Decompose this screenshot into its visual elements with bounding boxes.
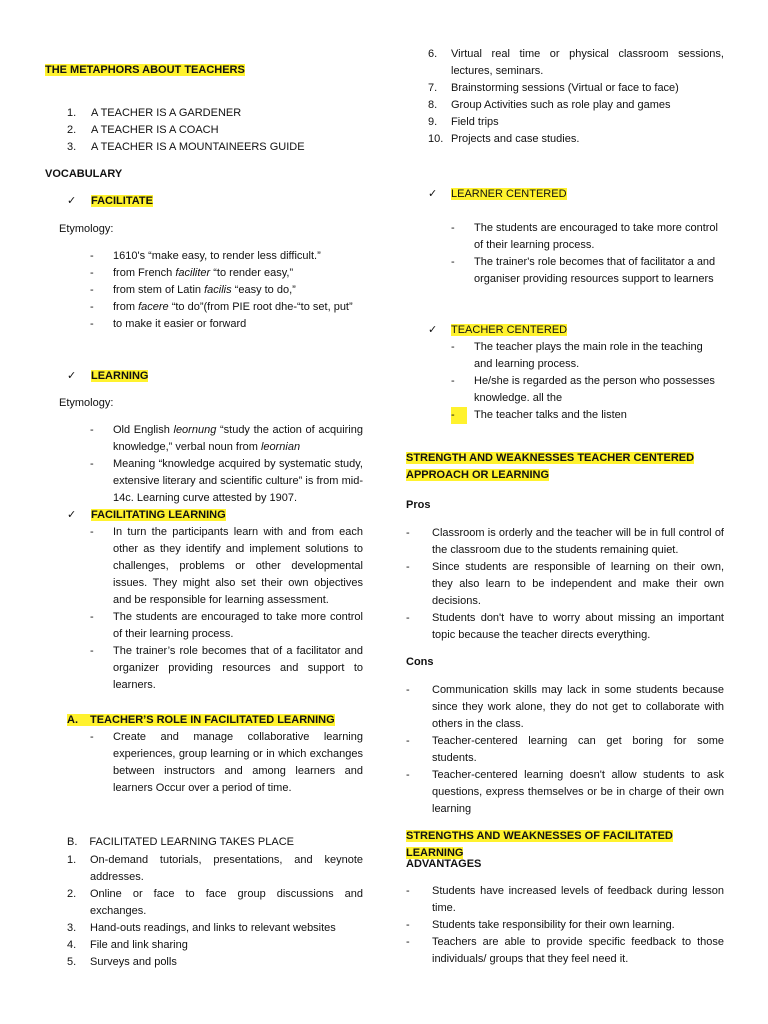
list-item: - The teacher plays the main role in the teaching and learning process. <box>451 341 703 370</box>
list-item: - Classroom is orderly and the teacher will be in full control of the classroom due to the students remaining quiet. <box>406 527 724 556</box>
section-marker: A. <box>67 714 78 726</box>
list-item: - 1610's “make easy, to render less difficult.” <box>90 250 321 262</box>
document-title: THE METAPHORS ABOUT TEACHERS <box>45 64 245 76</box>
facilitate-heading: FACILITATE <box>91 195 153 207</box>
list-item: - Teachers are able to provide specific feedback to those individuals/ groups that they feel need it. <box>406 936 724 965</box>
checkmark-icon: ✓ <box>67 370 77 382</box>
list-item: - from stem of Latin facilis “easy to do,” <box>90 284 296 296</box>
list-item: - Students don't have to worry about missing an important topic because the teacher directs everything. <box>406 612 724 641</box>
advantages-list <box>406 883 724 968</box>
list-item: 9. Field trips <box>428 116 499 128</box>
takes-place-section-heading <box>67 834 294 851</box>
checkmark-icon: ✓ <box>428 188 438 200</box>
list-item: 2. Online or face to face group discussions and exchanges. <box>67 888 363 917</box>
list-item: 6. Virtual real time or physical classroom sessions, lectures, seminars. <box>428 48 724 77</box>
teacher-centered-section-heading <box>428 322 567 339</box>
list-item: - Students have increased levels of feedback during lesson time. <box>406 885 724 914</box>
list-item: 3. A TEACHER IS A MOUNTAINEERS GUIDE <box>67 141 305 153</box>
list-item: - Old English leornung “study the action of acquiring knowledge,” verbal noun from leornian <box>90 424 363 453</box>
teachers-role-heading: TEACHER’S ROLE IN FACILITATED LEARNING <box>78 714 335 726</box>
list-item: 4. File and link sharing <box>67 939 188 951</box>
teacher-centered-list <box>451 339 724 424</box>
checkmark-icon: ✓ <box>67 509 77 521</box>
learning-etymology-list <box>90 422 363 507</box>
cons-label: Cons <box>406 656 434 668</box>
list-item: - Students take responsibility for their own learning. <box>406 919 675 931</box>
learner-centered-section-heading <box>428 186 567 203</box>
takes-place-list-continued <box>428 46 724 148</box>
list-item: - Communication skills may lack in some students because since they work alone, they do not get to collaborate with others in the class. <box>406 684 724 730</box>
facilitating-learning-section-heading <box>67 507 226 524</box>
section-marker: B. <box>67 836 78 848</box>
takes-place-heading: FACILITATED LEARNING TAKES PLACE <box>89 836 294 848</box>
list-item: - The trainer’s role becomes that of a facilitator and organizer providing resources and support to learners. <box>90 645 363 691</box>
list-item: 10. Projects and case studies. <box>428 133 580 145</box>
list-item: - from French faciliter “to render easy,” <box>90 267 294 279</box>
etymology-label: Etymology: <box>59 397 114 409</box>
learner-centered-heading: LEARNER CENTERED <box>451 188 567 200</box>
teachers-role-list <box>90 729 363 797</box>
etymology-label: Etymology: <box>59 223 114 235</box>
facilitating-learning-list <box>90 524 363 694</box>
takes-place-list <box>67 852 363 971</box>
list-item: - Teacher-centered learning doesn't allow students to ask questions, express themselves or be in charge of their own learning <box>406 769 724 815</box>
facilitate-section-heading <box>67 193 153 210</box>
list-item: - The teacher talks and the listen <box>451 407 724 424</box>
list-item: 2. A TEACHER IS A COACH <box>67 124 219 136</box>
learner-centered-list <box>451 220 724 288</box>
checkmark-icon: ✓ <box>67 195 77 207</box>
pros-label: Pros <box>406 499 431 511</box>
list-item: - The students are encouraged to take more control of their learning process. <box>451 222 718 251</box>
teacher-centered-sw-heading: STRENGTH AND WEAKNESSES TEACHER CENTERED APPROACH OR LEARNING <box>406 452 695 481</box>
list-item: - In turn the participants learn with and from each other as they identify and implement solutions to challenges, problems or other developmental issues. They might also set their own objectives and be responsible for learning assessment. <box>90 526 363 606</box>
facilitate-etymology-list <box>90 248 363 333</box>
list-item: - Meaning “knowledge acquired by systematic study, extensive literary and scientific culture” is from mid-14c. Learning curve attested by 1907. <box>90 458 363 504</box>
learning-section-heading <box>67 368 148 385</box>
teachers-role-section-heading <box>67 712 335 729</box>
list-item: - Since students are responsible of learning on their own, they also learn to be independent and make their own decisions. <box>406 561 724 607</box>
list-item: - from facere “to do”(from PIE root dhe-“to set, put” <box>90 301 353 313</box>
facilitating-learning-heading: FACILITATING LEARNING <box>91 509 226 521</box>
list-item: - The students are encouraged to take more control of their learning process. <box>90 611 363 640</box>
advantages-label: ADVANTAGES <box>406 858 482 870</box>
list-item: - He/she is regarded as the person who possesses knowledge. all the <box>451 375 715 404</box>
teacher-centered-heading: TEACHER CENTERED <box>451 324 568 336</box>
list-item: 1. On-demand tutorials, presentations, and keynote addresses. <box>67 854 363 883</box>
list-item: 8. Group Activities such as role play and games <box>428 99 671 111</box>
checkmark-icon: ✓ <box>428 324 438 336</box>
vocabulary-heading: VOCABULARY <box>45 168 123 180</box>
pros-list <box>406 525 724 644</box>
list-item: 5. Surveys and polls <box>67 956 177 968</box>
cons-list <box>406 682 724 818</box>
learning-heading: LEARNING <box>91 370 149 382</box>
facilitated-sw-heading: STRENGTHS AND WEAKNESSES OF FACILITATED LEARNING <box>406 830 673 859</box>
list-item: - The trainer's role becomes that of facilitator a and organiser providing resources support to learners <box>451 256 716 285</box>
list-item: 1. A TEACHER IS A GARDENER <box>67 107 242 119</box>
list-item: - Teacher-centered learning can get boring for some students. <box>406 735 724 764</box>
list-item: - to make it easier or forward <box>90 318 247 330</box>
list-item: 7. Brainstorming sessions (Virtual or face to face) <box>428 82 679 94</box>
list-item: - Create and manage collaborative learning experiences, group learning or in which exchanges between instructors and among learners and learners Occur over a period of time. <box>90 731 363 794</box>
metaphor-list <box>67 105 363 156</box>
list-item: 3. Hand-outs readings, and links to relevant websites <box>67 922 336 934</box>
